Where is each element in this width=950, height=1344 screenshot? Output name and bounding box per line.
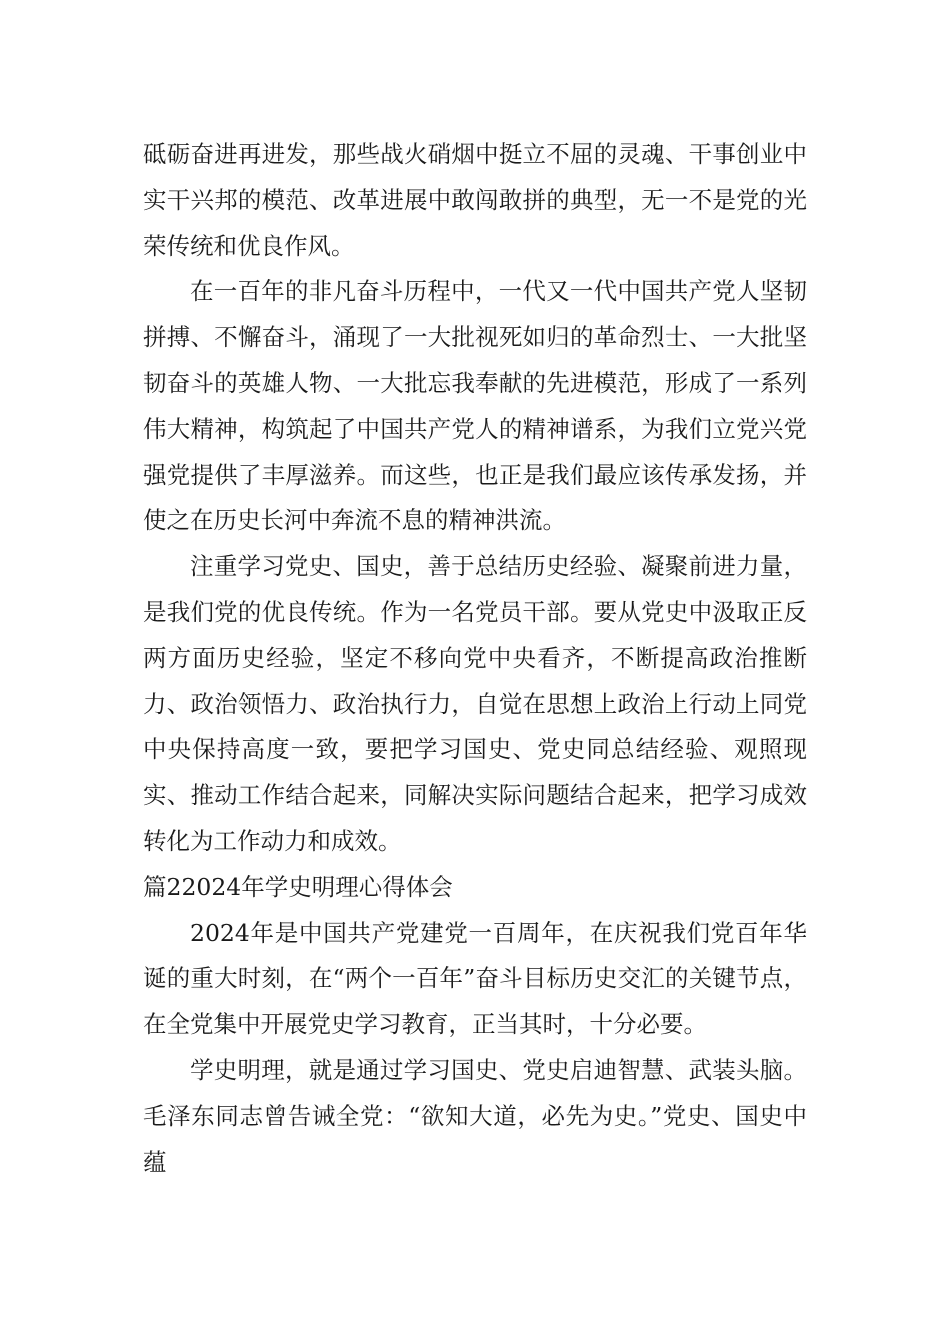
paragraph-centenary: 2024年是中国共产党建党一百周年，在庆祝我们党百年华诞的重大时刻，在“两个一百年”奋斗目标历史交汇的关键节点，在全党集中开展党史学习教育，正当其时，十分必要。 bbox=[143, 918, 807, 1039]
paragraph-spirit-lineage: 在一百年的非凡奋斗历程中，一代又一代中国共产党人坚韧拼搏、不懈奋斗，涌现了一大批视死如归的革命烈士、一大批坚韧奋斗的英雄人物、一大批忘我奉献的先进模范，形成了一系列伟大精神，构筑起了中国共产党人的精神谱系，为我们立党兴党强党提供了丰厚滋养。而这些，也正是我们最应该传承发扬，并使之在历史长河中奔流不息的精神洪流。 bbox=[143, 277, 807, 535]
document-body bbox=[143, 132, 807, 1185]
paragraph-study-history: 注重学习党史、国史，善于总结历史经验、凝聚前进力量，是我们党的优良传统。作为一名党员干部。要从党史中汲取正反两方面历史经验，坚定不移向党中央看齐，不断提高政治推断力、政治领悟力、政治执行力，自觉在思想上政治上行动上同党中央保持高度一致，要把学习国史、党史同总结经验、观照现实、推动工作结合起来，同解决实际问题结合起来，把学习成效转化为工作动力和成效。 bbox=[143, 552, 807, 855]
paragraph-continuation: 砥砺奋进再进发，那些战火硝烟中挺立不屈的灵魂、干事创业中实干兴邦的模范、改革进展中敢闯敢拼的典型，无一不是党的光荣传统和优良作风。 bbox=[143, 140, 807, 260]
paragraph-learn-history: 学史明理，就是通过学习国史、党史启迪智慧、武装头脑。毛泽东同志曾告诫全党：“欲知大道，必先为史。”党史、国史中蕴 bbox=[143, 1055, 807, 1176]
section-heading: 篇22024年学史明理心得体会 bbox=[143, 872, 453, 901]
